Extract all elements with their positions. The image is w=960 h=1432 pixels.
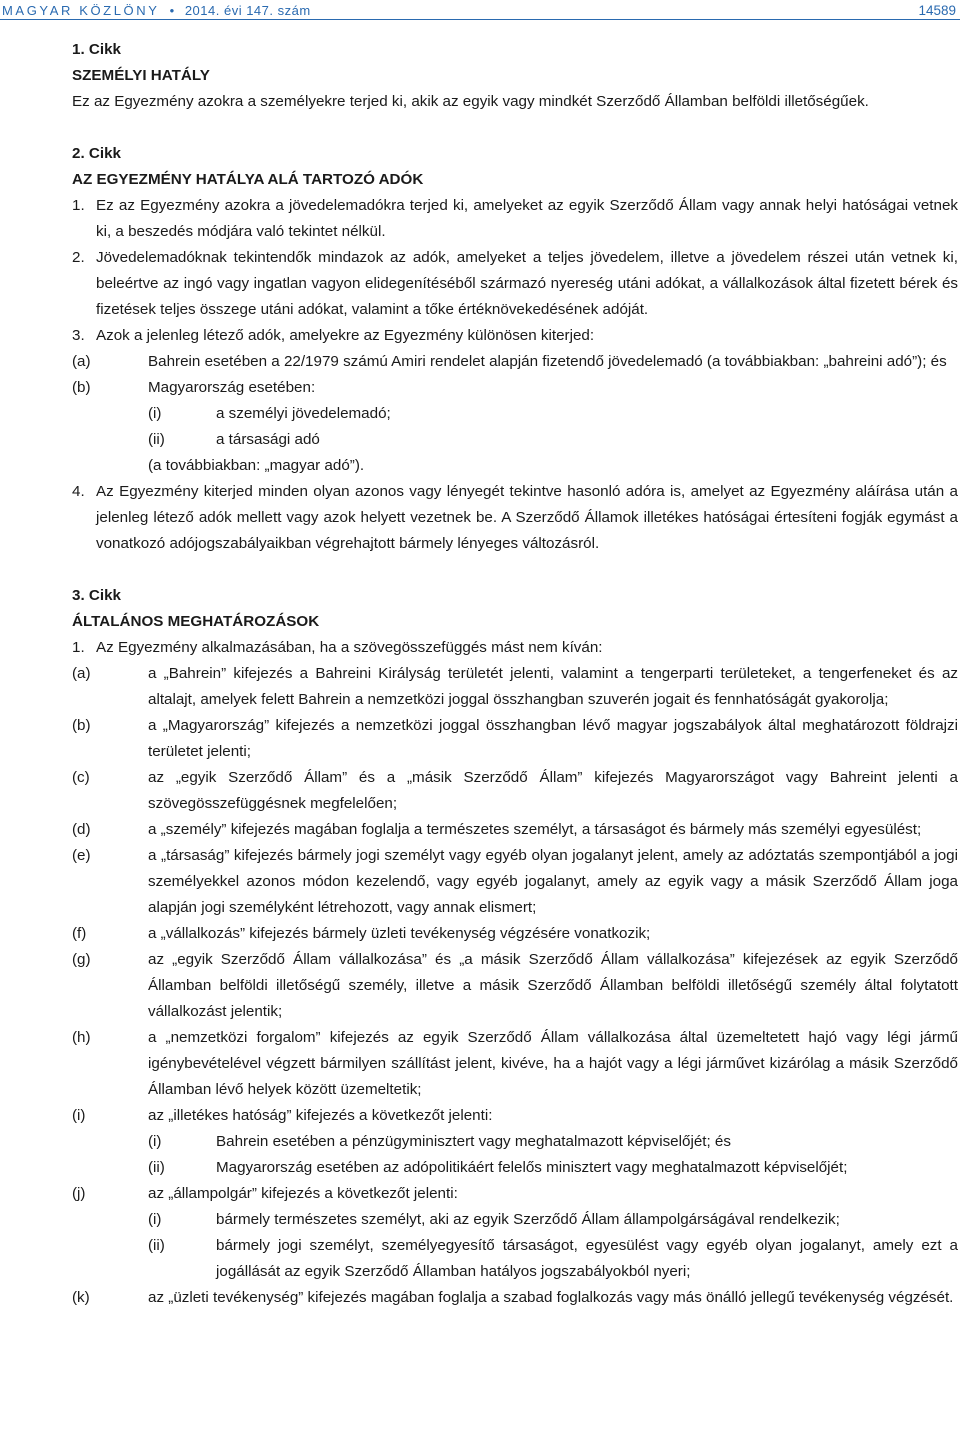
list-item: (a) a „Bahrein” kifejezés a Bahreini Királyság területét jelenti, valamint a tengerparti területeket, a tengerfeneket és az altalajt, amelyek felett Bahrein a nemzetközi joggal összhangban szuverén jogait és fennhatóságát gyakorolja; <box>72 665 958 708</box>
list-item: (h) a „nemzetközi forgalom” kifejezés az egyik Szerződő Állam vállalkozása által üzemeltetett hajó vagy légi jármű igénybevételével végzett bármilyen szállítást jelent, kivéve, ha a hajót vagy a légi járművet kizárólag a másik Szerződő Államban lévő helyek között üzemeltetik; <box>72 1029 958 1098</box>
list-item: (k) az „üzleti tevékenység” kifejezés magában foglalja a szabad foglalkozás vagy más önálló jellegű tevékenység végzését. <box>72 1289 954 1306</box>
list-item: (a) Bahrein esetében a 22/1979 számú Amiri rendelet alapján fizetendő jövedelemadó (a továbbiakban: „bahreini adó”); és <box>72 353 947 370</box>
list-item: (d) a „személy” kifejezés magában foglalja a természetes személyt, a társaságot és bármely más személyi egyesülést; <box>72 821 922 838</box>
article-3-number: 3. Cikk <box>72 587 121 604</box>
list-item: (j) az „állampolgár” kifejezés a következőt jelenti: <box>72 1185 458 1202</box>
sub-list-item: (i) Bahrein esetében a pénzügyminisztert vagy meghatalmazott képviselőjét; és <box>148 1133 731 1150</box>
list-item: (e) a „társaság” kifejezés bármely jogi személyt vagy egyéb olyan jogalanyt jelent, amely az adóztatás szempontjából a jogi személyekkel azonos módon kezelendő, vagy egyéb jogalanyt, amely az egyik vagy a másik Szerződő Állam joga alapján jogi személyként létrehozott, vagy annak elismert; <box>72 847 958 916</box>
paragraph: 3. Azok a jelenleg létező adók, amelyekre az Egyezmény különösen kiterjed: <box>72 327 595 344</box>
sub-list-item: (ii) Magyarország esetében az adópolitikáért felelős minisztert vagy meghatalmazott képviselőjét; <box>148 1159 848 1176</box>
list-item-tail: (a továbbiakban: „magyar adó”). <box>148 457 365 474</box>
list-item: (b) Magyarország esetében: <box>72 379 316 396</box>
sub-list-item: (ii) bármely jogi személyt, személyegyesítő társaságot, egyesülést vagy egyéb olyan jogalanyt, amely ezt a jogállását az egyik Szerződő Államban hatályos jogszabályokból nyeri; <box>148 1237 958 1280</box>
article-2-number: 2. Cikk <box>72 145 121 162</box>
list-item: (c) az „egyik Szerződő Állam” és a „másik Szerződő Állam” kifejezés Magyarországot vagy Bahreint jelenti a szövegösszefüggésnek megfelelően; <box>72 769 958 812</box>
paragraph: 1. Ez az Egyezmény azokra a jövedelemadókra terjed ki, amelyeket az egyik Szerződő Állam vagy annak helyi hatóságai vetnek ki, a beszedés módjára való tekintet nélkül. <box>72 197 958 240</box>
issue-number: 2014. évi 147. szám <box>184 2 311 18</box>
article-2-title: AZ EGYEZMÉNY HATÁLYA ALÁ TARTOZÓ ADÓK <box>72 171 424 188</box>
article-1-title: SZEMÉLYI HATÁLY <box>72 67 210 84</box>
article-3-title: ÁLTALÁNOS MEGHATÁROZÁSOK <box>72 613 320 630</box>
paragraph: 2. Jövedelemadóknak tekintendők mindazok az adók, amelyeket a teljes jövedelem, illetve a jövedelem részei után vetnek ki, beleértve az ingó vagy ingatlan vagyon elidegenítéséből származó nyereség utáni adókat, a vállalkozások által fizetett bérek és fizetések teljes összege utáni adókat, valamint a tőke értéknövekedésének adóját. <box>72 249 958 318</box>
journal-name: MAGYAR KÖZLÖNY <box>2 2 160 18</box>
sub-list-item: (ii) a társasági adó <box>148 431 320 448</box>
page-number: 14589 <box>918 2 956 18</box>
sub-list-item: (i) bármely természetes személyt, aki az egyik Szerződő Állam állampolgárságával rendelkezik; <box>148 1211 840 1228</box>
page-header <box>2 0 956 20</box>
list-item: (i) az „illetékes hatóság” kifejezés a következőt jelenti: <box>72 1107 493 1124</box>
article-1-number: 1. Cikk <box>72 41 121 58</box>
header-bullet: • <box>169 2 175 18</box>
list-item: (f) a „vállalkozás” kifejezés bármely üzleti tevékenység végzésére vonatkozik; <box>72 925 651 942</box>
list-item: (g) az „egyik Szerződő Állam vállalkozása” és „a másik Szerződő Állam vállalkozása” kifejezések az egyik Szerződő Államban belföldi illetőségű személy, illetve a másik Szerződő Államban belföldi illetőségű személy által folytatott vállalkozást jelentik; <box>72 951 958 1020</box>
document-body <box>72 37 958 1311</box>
paragraph: 4. Az Egyezmény kiterjed minden olyan azonos vagy lényegét tekintve hasonló adóra is, amelyet az Egyezmény aláírása után a jelenleg létező adók mellett vagy azok helyett vezetnek be. A Szerződő Államok illetékes hatóságai értesíteni fogják egymást a vonatkozó adójogszabályaikban végrehajtott bármely lényeges változásról. <box>72 483 958 552</box>
paragraph: 1. Az Egyezmény alkalmazásában, ha a szövegösszefüggés mást nem kíván: <box>72 639 603 656</box>
header-rule <box>0 19 960 20</box>
sub-list-item: (i) a személyi jövedelemadó; <box>148 405 391 422</box>
list-item: (b) a „Magyarország” kifejezés a nemzetközi joggal összhangban lévő magyar jogszabályok által meghatározott földrajzi területet jelenti; <box>72 717 958 760</box>
article-1-text: Ez az Egyezmény azokra a személyekre terjed ki, akik az egyik vagy mindkét Szerződő Államban belföldi illetőségűek. <box>72 93 869 110</box>
